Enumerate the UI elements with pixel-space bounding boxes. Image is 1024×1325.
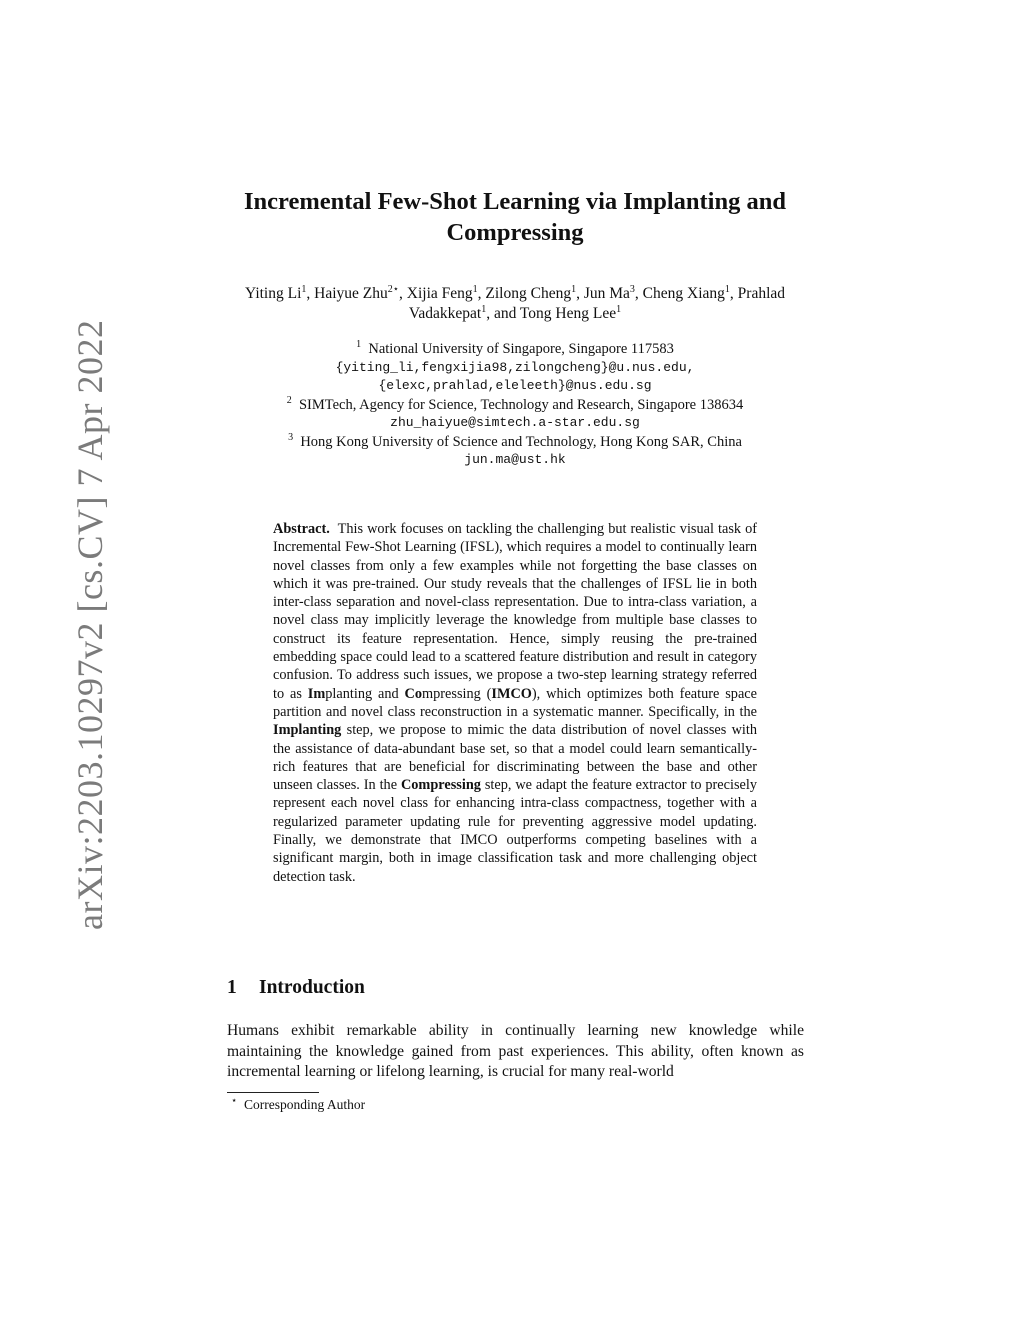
author-name: and Tong Heng Lee (493, 305, 617, 322)
affiliation (215, 340, 815, 359)
section-title: Introduction (259, 977, 365, 998)
arxiv-identifier[interactable]: arXiv:2203.10297v2 [cs.CV] 7 Apr 2022 (70, 319, 110, 930)
affiliation-name: Hong Kong University of Science and Technology, Hong Kong SAR, China (300, 433, 742, 450)
footnote-rule (227, 1092, 319, 1093)
abstract-bold: Im (307, 685, 326, 702)
author-name: Yiting Li (244, 285, 302, 302)
author-name: Haiyue Zhu (314, 285, 388, 302)
abstract-text: This work focuses on tackling the challenging but realistic visual task of Incremental Few-Shot Learning (IFSL), which requires a model to continually learn novel classes from only a few examples while not forgetting the base classes on which it was pre-trained. Our study reveals that the challenges of IFSL lie in both inter-class separation and novel-class representation. Due to intra-class variation, a novel class may implicitly leverage the knowledge from multiple base classes to construct its feature representation. Hence, simply reusing the pre-trained embedding space could lead to a scattered feature distribution and result in category confusion. To address such issues, we propose a two-step learning strategy referred to as (273, 521, 758, 702)
abstract-label: Abstract. (273, 521, 330, 537)
affiliation-mark: 3 (288, 431, 294, 443)
affiliation-name: National University of Singapore, Singapore 117583 (368, 341, 674, 357)
author-mark: 1 (472, 283, 478, 295)
abstract-bold: IMCO (491, 685, 532, 702)
author-mark: 1 (616, 303, 622, 315)
abstract-text: planting and (325, 685, 405, 702)
author-mark: 1 (571, 283, 577, 295)
author-mark: 1 (301, 283, 307, 295)
section-heading (227, 977, 365, 999)
footnote-text: Corresponding Author (244, 1097, 366, 1112)
abstract-text: step, we propose to mimic the data distribution of novel classes with the assistance of data-abundant base set, so that a model could learn semantically-rich features that are beneficial for discriminating between the base and other unseen classes. In the (273, 722, 757, 794)
author-name: Prahlad Vadakkepat (408, 285, 786, 322)
author-name: Jun Ma (583, 285, 630, 302)
abstract-bold: Compressing (400, 777, 481, 794)
section-number: 1 (227, 977, 237, 998)
affiliation-list (215, 340, 815, 470)
author-name: Cheng Xiang (642, 285, 725, 302)
abstract-text: mpressing ( (422, 685, 492, 702)
abstract-text: step, we adapt the feature extractor to precisely represent each novel class for enhancing intra-class compactness, together with a regularized parameter updating rule for preventing aggressive model updating. Finally, we demonstrate that IMCO outperforms competing baselines with a significant margin, both in image classification task and more challenging object detection task. (273, 777, 758, 885)
author-name: Zilong Cheng (485, 285, 572, 302)
affiliation-mark: 1 (356, 339, 362, 351)
paper-title: Incremental Few-Shot Learning via Implanting and Compressing (244, 188, 786, 246)
author-name: Xijia Feng (406, 285, 473, 302)
email-line[interactable]: jun.ma@ust.hk (464, 452, 566, 467)
affiliation-mark: 2 (286, 394, 292, 406)
affiliation (215, 433, 815, 452)
author-list: Yiting Li$^1$, Haiyue Zhu$^{2⋆}$, Xijia Feng$^1$, Zilong Cheng$^1$, Jun Ma$^3$, Cheng Xiang$^1$, Prahlad Vadakkepat$^1$, and Tong Heng Lee$^1$ (244, 283, 786, 322)
arxiv-side-stamp (42, 319, 110, 930)
intro-paragraph: Humans exhibit remarkable ability in continually learning new knowledge while maintaining the knowledge gained from past experiences. This ability, often known as incremental learning or lifelong learning, is crucial for many real-world (227, 1022, 804, 1080)
abstract-bold: Co (404, 685, 422, 702)
author-mark: 1 (481, 303, 487, 315)
footnote-mark: ⋆ (231, 1095, 238, 1107)
abstract-bold: Implanting (273, 722, 342, 739)
affiliation-name: SIMTech, Agency for Science, Technology and Research, Singapore 138634 (298, 396, 744, 413)
author-mark: 3 (629, 283, 635, 295)
abstract (273, 520, 757, 886)
affiliation (215, 396, 815, 415)
abstract-text: ), which optimizes both feature space partition and novel class reconstruction in a systematic manner. Specifically, in the (273, 685, 757, 720)
footnote (231, 1097, 365, 1113)
email-line[interactable]: {yiting_li,fengxijia98,zilongcheng}@u.nus.edu, (335, 359, 695, 375)
author-mark: 1 (724, 283, 730, 295)
email-line[interactable]: {elexc,prahlad,eleleeth}@nus.edu.sg (378, 378, 652, 393)
email-line[interactable]: zhu_haiyue@simtech.a-star.edu.sg (390, 415, 640, 430)
author-mark: 2⋆ (387, 283, 400, 295)
